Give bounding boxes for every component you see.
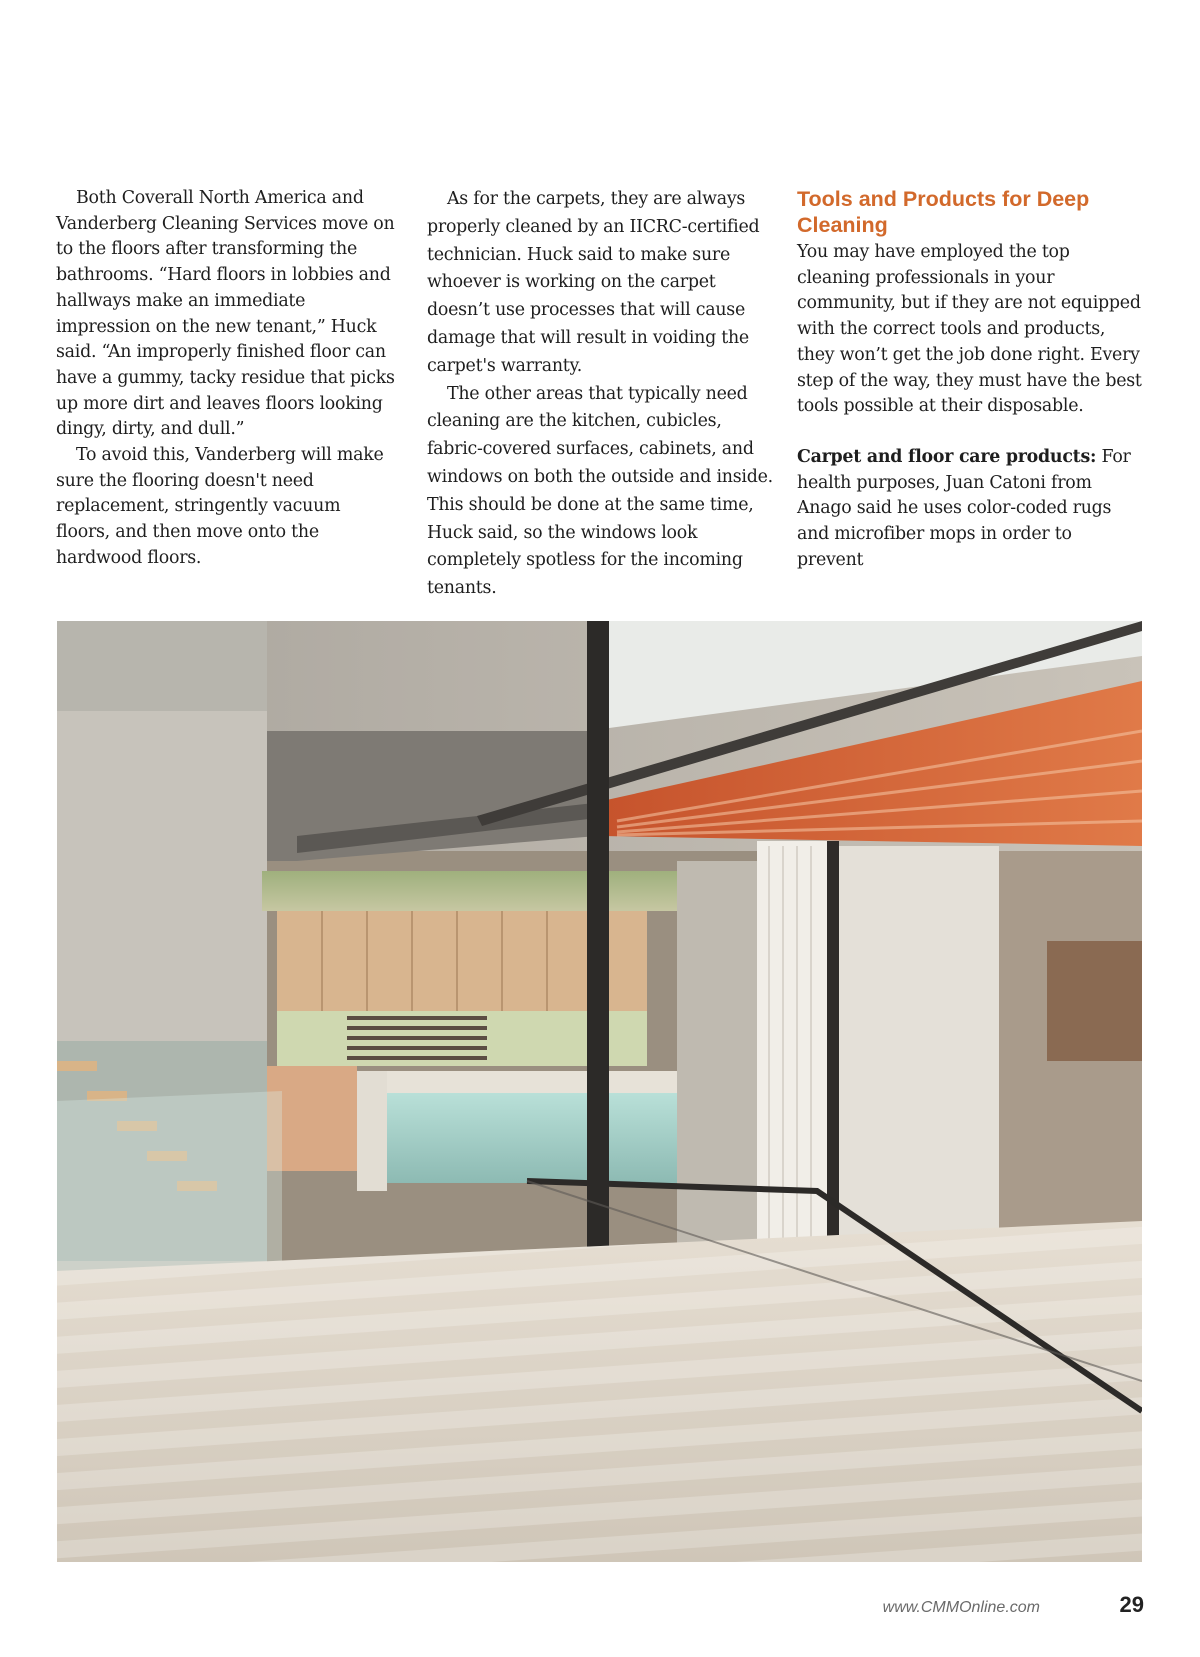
paragraph: You may have employed the top cleaning professionals in your community, but if they are not equipped with the correct tools and products, they won’t get the job done right. Every step of the way, they must have the best tools possible at their disposable. bbox=[797, 242, 1142, 417]
article-column-1 bbox=[56, 186, 398, 572]
paragraph: To avoid this, Vanderberg will make sure the flooring doesn't need replacement, stringently vacuum floors, and then move onto the hardwood floors. bbox=[56, 445, 384, 568]
paragraph: The other areas that typically need cleaning are the kitchen, cubicles, fabric-covered surfaces, cabinets, and windows on both the outside and inside. This should be done at the same time, Huck said, so the windows look completely spotless for the incoming tenants. bbox=[427, 383, 773, 599]
article-column-2 bbox=[427, 186, 773, 603]
section-heading: Tools and Products for Deep Cleaning bbox=[797, 187, 1090, 237]
paragraph: Both Coverall North America and Vanderberg Cleaning Services move on to the floors after transforming the bathrooms. “Hard floors in lobbies and hallways make an immediate impression on the new tenant,” Huck said. “An improperly finished floor can have a gummy, tacky residue that picks up more dirt and leaves floors looking dingy, dirty, and dull.” bbox=[56, 188, 395, 440]
interior-kitchen-photo bbox=[57, 621, 1142, 1562]
paragraph: As for the carpets, they are always properly cleaned by an IICRC-certified technician. Huck said to make sure whoever is working on the carpet doesn’t use processes that will cause damage that will result in voiding the carpet's warranty. bbox=[427, 189, 760, 376]
paragraph-lead: Carpet and floor care products: bbox=[797, 446, 1097, 467]
page-number: 29 bbox=[1119, 1592, 1144, 1617]
footer-url: www.CMMOnline.com bbox=[882, 1599, 1040, 1616]
paragraph bbox=[797, 445, 1142, 574]
paragraph-text: For health purposes, Juan Catoni from Anago said he uses color-coded rugs and microfiber mops in order to prevent bbox=[797, 446, 1131, 570]
article-column-3 bbox=[797, 186, 1142, 573]
